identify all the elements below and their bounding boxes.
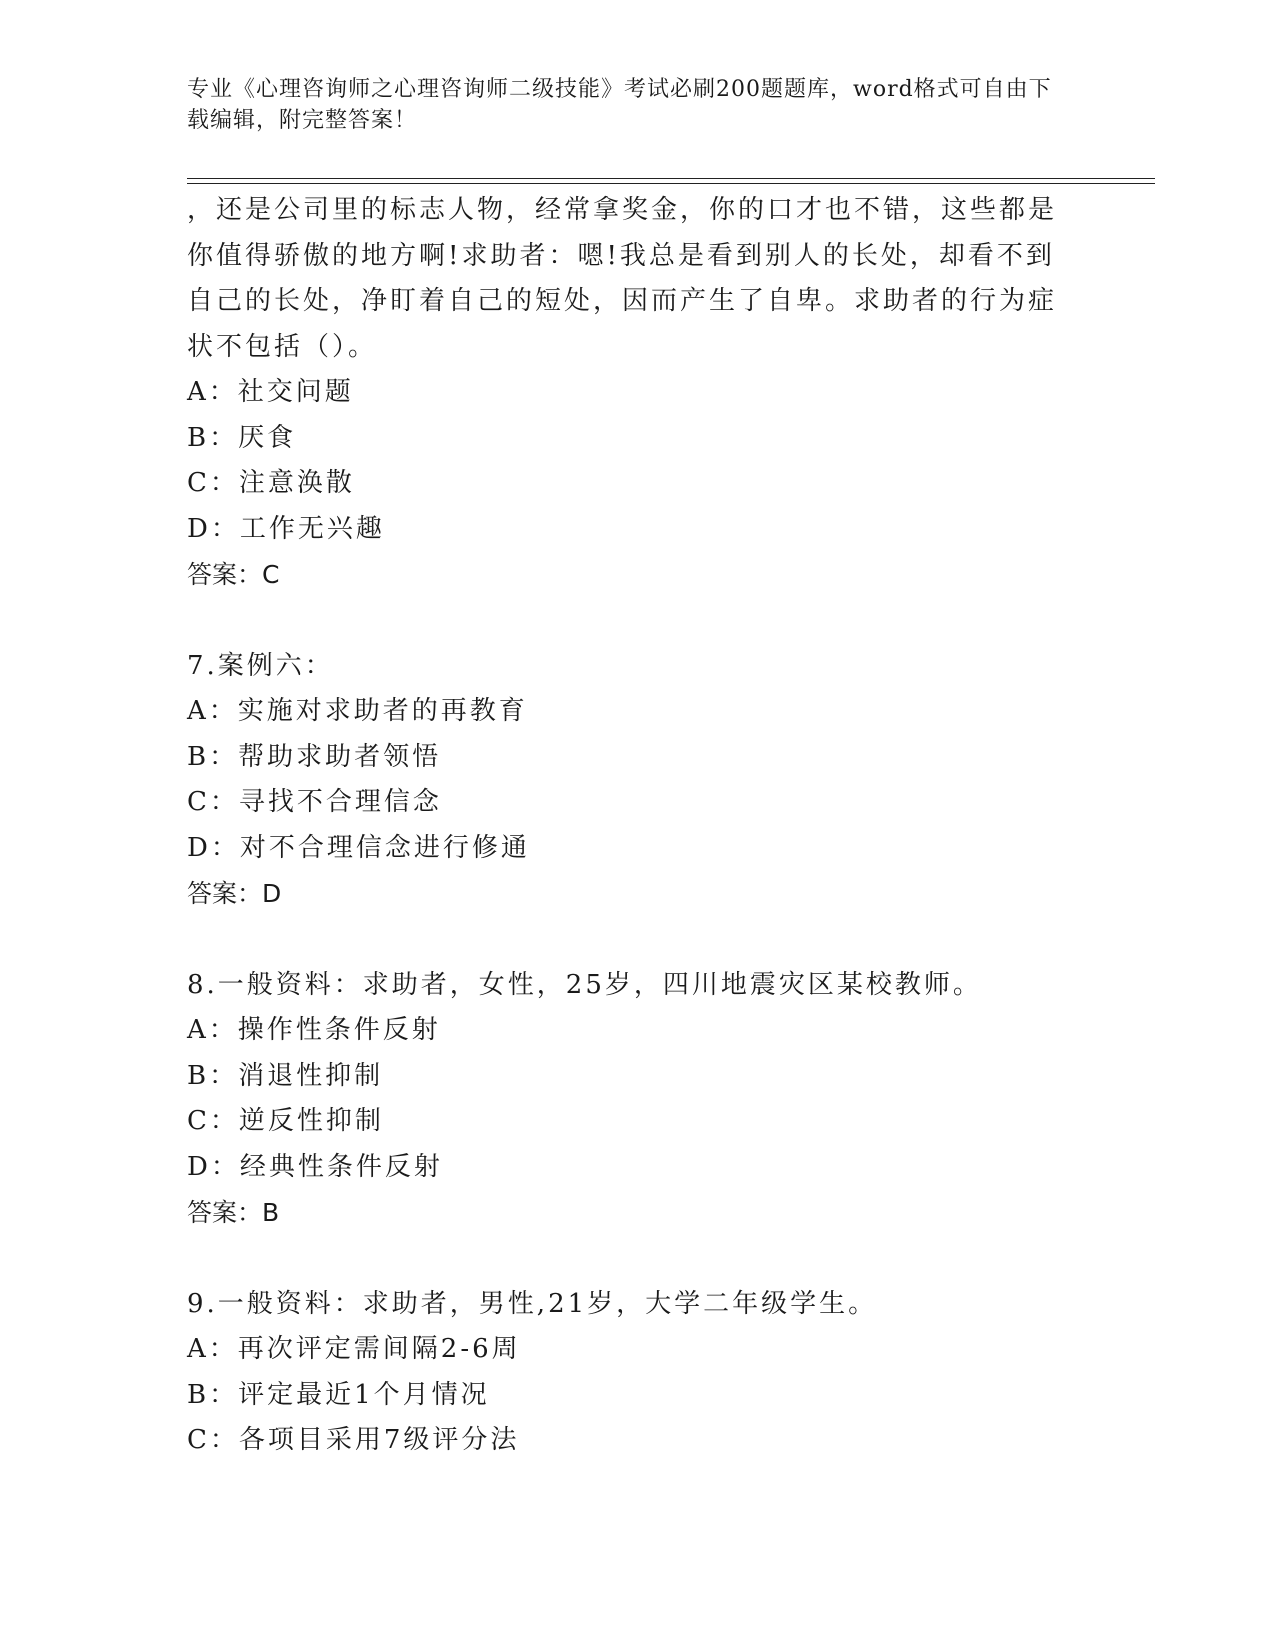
question-8	[187, 963, 1067, 1236]
option-b: B：评定最近1个月情况	[187, 1379, 490, 1410]
question-6	[187, 188, 1067, 598]
option-d: D：经典性条件反射	[187, 1151, 443, 1182]
option-a: A：操作性条件反射	[187, 1015, 441, 1045]
document-header: 专业《心理咨询师之心理咨询师二级技能》考试必刷200题题库，word格式可自由下载编辑，附完整答案！	[187, 77, 1052, 133]
question-stem: 7.案例六：	[187, 650, 334, 681]
option-c: C：逆反性抑制	[187, 1106, 384, 1136]
question-7	[187, 644, 1067, 917]
question-9	[187, 1282, 1067, 1464]
question-stem: 9.一般资料：求助者，男性,21岁，大学二年级学生。	[187, 1288, 878, 1319]
option-a: A：社交问题	[187, 377, 354, 407]
answer: 答案：D	[187, 879, 282, 908]
option-d: D：对不合理信念进行修通	[187, 832, 530, 863]
option-a: A：实施对求助者的再教育	[187, 696, 528, 726]
answer: 答案：B	[187, 1198, 280, 1227]
option-b: B：帮助求助者领悟	[187, 741, 442, 772]
question-list	[187, 188, 1067, 1464]
option-c: C：寻找不合理信念	[187, 787, 442, 817]
option-b: B：厌食	[187, 422, 297, 453]
header-rule-top	[187, 178, 1155, 179]
question-stem: 8.一般资料：求助者，女性，25岁，四川地震灾区某校教师。	[187, 969, 982, 1000]
header-rule-bottom	[187, 183, 1155, 184]
option-b: B：消退性抑制	[187, 1060, 384, 1091]
question-stem: ，还是公司里的标志人物，经常拿奖金，你的口才也不错，这些都是你值得骄傲的地方啊!求助者：嗯!我总是看到别人的长处，却看不到自己的长处，净盯着自己的短处，因而产生了自卑。求助者的行为症状不包括（）。	[187, 195, 1058, 362]
answer: 答案：C	[187, 560, 280, 589]
option-a: A：再次评定需间隔2-6周	[187, 1334, 521, 1364]
option-c: C：注意涣散	[187, 468, 355, 498]
option-c: C：各项目采用7级评分法	[187, 1425, 520, 1455]
option-d: D：工作无兴趣	[187, 513, 385, 544]
